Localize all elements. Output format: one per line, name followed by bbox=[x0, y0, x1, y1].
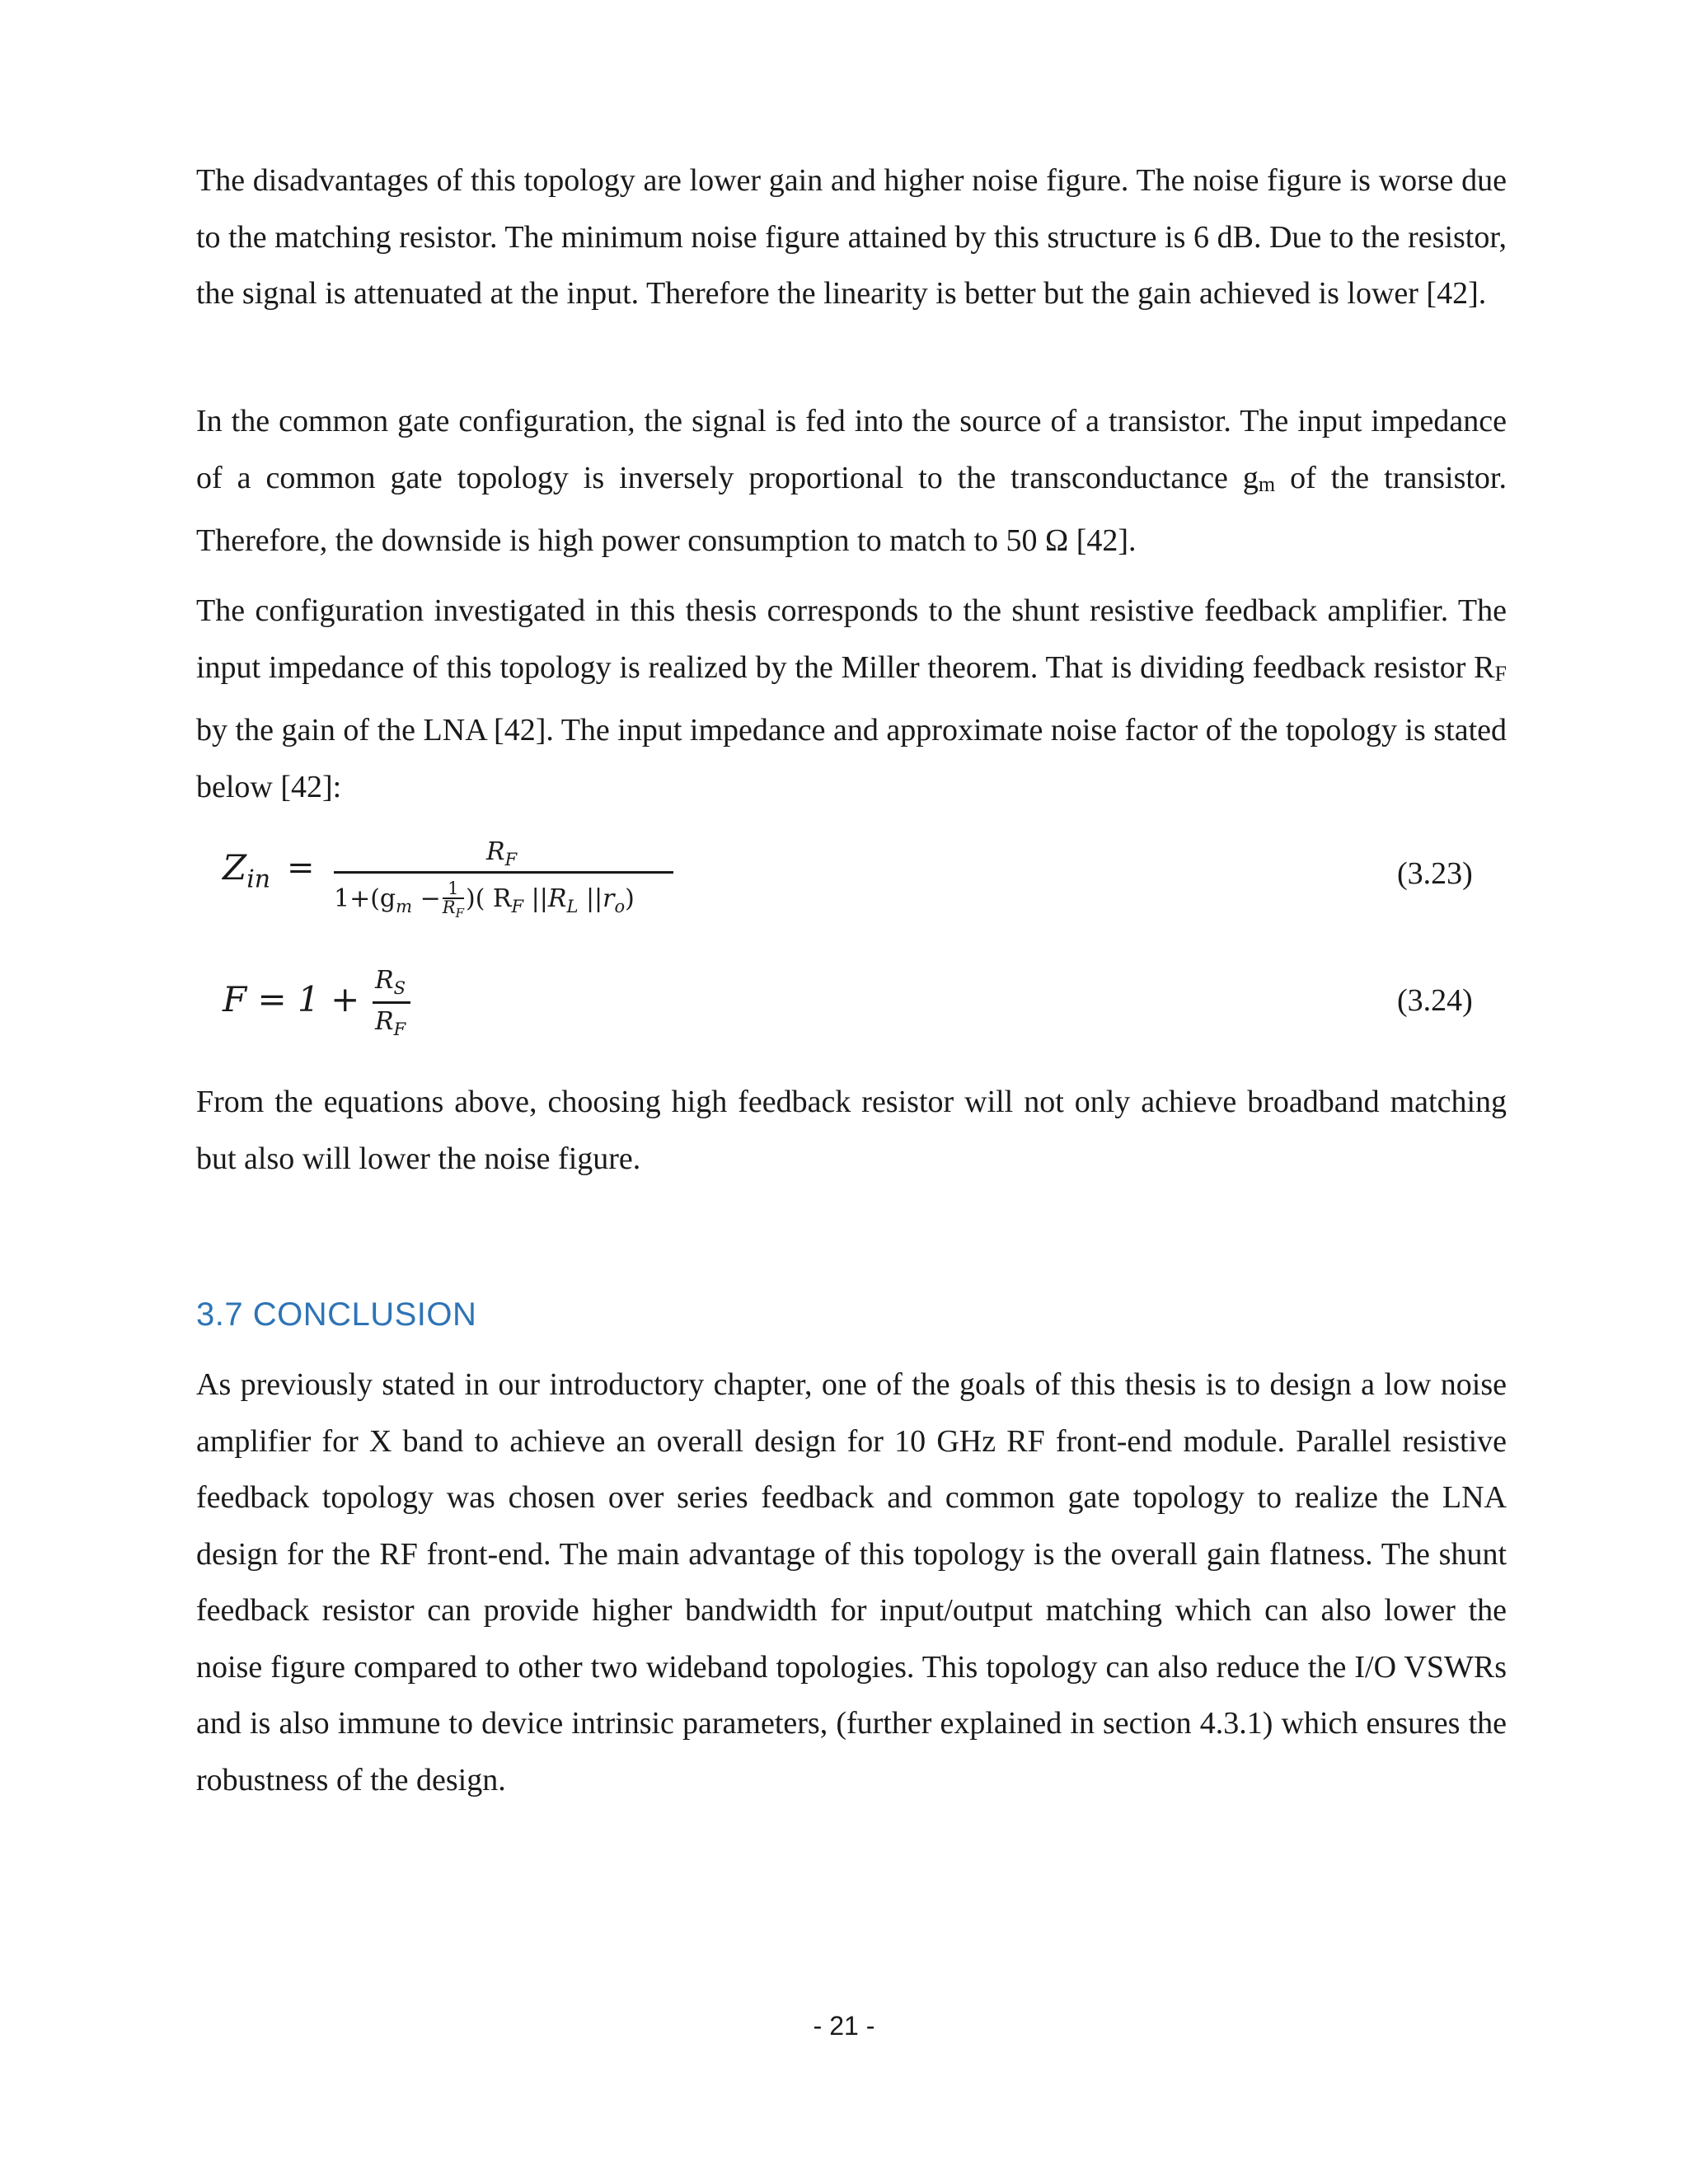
equation-zin-denominator: $1+(g_m$ − $\frac{1}{R_F}$ )( $R_F$ $||R_L$ $||r_o$) bbox=[334, 879, 635, 921]
paragraph-shunt-feedback-text-a: The configuration investigated in this thesis corresponds to the shunt resistive feedback amplifier. The input impedance of this topology is realized by the Miller theorem. That is dividing feedback resistor R bbox=[196, 593, 1507, 685]
equation-f-denominator: $R_F$ bbox=[375, 1007, 406, 1039]
equation-zin-numerator: $R_F$ bbox=[486, 837, 518, 869]
equation-number-3-23: (3.23) bbox=[1397, 856, 1473, 891]
paragraph-disadvantages: The disadvantages of this topology are lower gain and higher noise figure. The noise figure is worse due to the matching resistor. The minimum noise figure attained by this structure is 6 dB. Due to the resistor, the signal is attenuated at the input. Therefore the linearity is better but the gain achieved is lower [42]. bbox=[196, 163, 1507, 311]
paragraph-common-gate-text-a: In the common gate configuration, the signal is fed into the source of a transistor. The input impedance of a common gate topology is inversely proportional to the transconductance g bbox=[196, 404, 1507, 495]
equation-number-3-24: (3.24) bbox=[1397, 983, 1473, 1018]
rf-subscript: F bbox=[1494, 661, 1507, 686]
paragraph-shunt-feedback bbox=[196, 583, 1507, 815]
section-heading-conclusion: 3.7 CONCLUSION bbox=[196, 1296, 477, 1333]
paragraph-equations-summary: From the equations above, choosing high feedback resistor will not only achieve broadband matching but also will lower the noise figure. bbox=[196, 1085, 1507, 1176]
equation-f-fraction-bar bbox=[373, 1001, 410, 1004]
paragraph-common-gate bbox=[196, 393, 1507, 569]
page-number: - 21 - bbox=[813, 2011, 875, 2041]
equation-f-lhs: F = 1 + bbox=[223, 979, 360, 1019]
equation-f-numerator: $R_S$ bbox=[375, 966, 406, 998]
equation-zin-fraction-bar bbox=[334, 871, 673, 874]
paragraph-shunt-feedback-text-b: by the gain of the LNA [42]. The input impedance and approximate noise factor of the topology is stated below [42]: bbox=[196, 713, 1507, 804]
paragraph-common-gate-text-b: of the transistor. Therefore, the downside is high power consumption to match to 50 Ω [42]. bbox=[196, 460, 1507, 558]
equation-zin-lhs: $Z_{in}$ bbox=[223, 847, 271, 894]
paragraph-conclusion: As previously stated in our introductory chapter, one of the goals of this thesis is to design a low noise amplifier for X band to achieve an overall design for 10 GHz RF front-end module. Parallel resistive feedback topology was chosen over series feedback and common gate topology to realize the LNA design for the RF front-end. The main advantage of this topology is the overall gain flatness. The shunt feedback resistor can provide higher bandwidth for input/output matching which can also lower the noise figure compared to other two wideband topologies. This topology can also reduce the I/O VSWRs and is also immune to device intrinsic parameters, (further explained in section 4.3.1) which ensures the robustness of the design. bbox=[196, 1367, 1507, 1797]
equation-zin-equals: = bbox=[287, 849, 315, 887]
gm-subscript: m bbox=[1258, 471, 1276, 496]
